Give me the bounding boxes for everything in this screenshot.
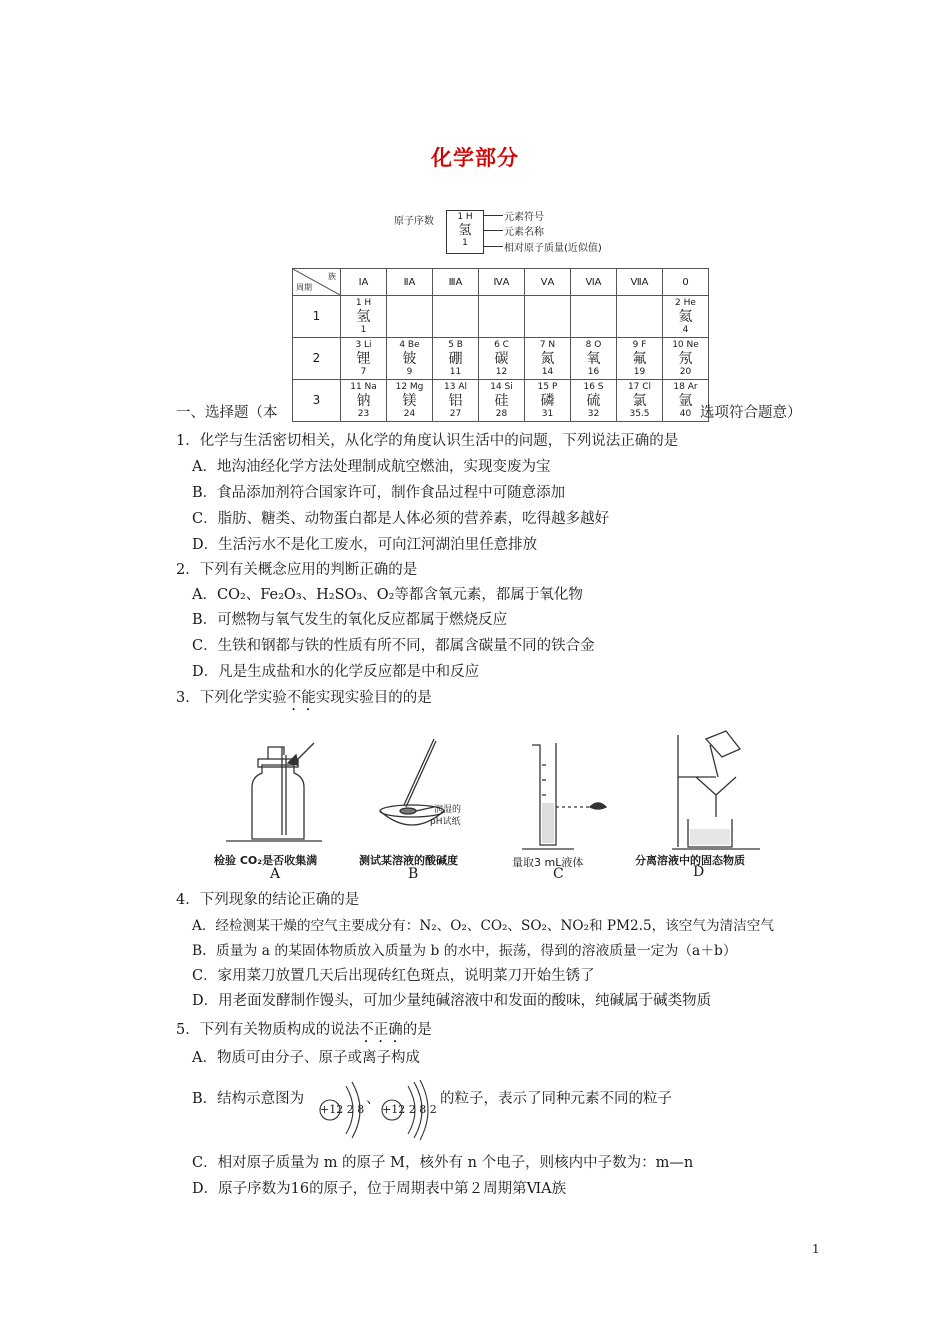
empty-cell [571,296,617,338]
group-header: ⅡA [387,269,433,296]
section-heading-right: 选项符合题意） [700,405,802,421]
q4-stem: 4．下列现象的结论正确的是 [176,892,360,908]
table-header-row [293,269,709,296]
legend-line [483,246,503,247]
table-corner [293,269,341,296]
group-header: ⅢA [433,269,479,296]
element-cell: 16 S 硫 32 [571,380,617,422]
element-cell: 13 Al 铝 27 [433,380,479,422]
q4-option-b: B．质量为 a 的某固体物质放入质量为 b 的水中，振荡，得到的溶液质量一定为（a＋b） [192,943,737,959]
element-cell: 12 Mg 镁 24 [387,380,433,422]
ion-2-label: +12 2 8 2 [382,1103,437,1116]
element-cell: 5 B 硼 11 [433,338,479,380]
legend-line [483,215,503,216]
q3-figures [212,725,812,860]
periodic-table [292,268,709,422]
legend-example-mass: 1 [462,238,468,248]
fig-d-caption: 分离溶液中的固态物质 [635,854,745,867]
q2-option-d: D．凡是生成盐和水的化学反应都是中和反应 [192,664,480,680]
q5-option-b-post: 的粒子，表示了同种元素不同的粒子 [440,1091,672,1107]
group-header: ⅠA [341,269,387,296]
element-cell: 2 He 氦 4 [663,296,709,338]
element-cell: 7 N 氮 14 [525,338,571,380]
table-row [293,296,709,338]
empty-cell [433,296,479,338]
fig-a-letter: A [270,866,281,882]
legend-example-name: 氢 [458,223,472,238]
q5-option-c: C．相对原子质量为 m 的原子 M，核外有 n 个电子，则核内中子数为：m—n [192,1155,694,1171]
q5-option-d: D．原子序数为16的原子，位于周期表中第２周期第ⅥA族 [192,1181,567,1197]
element-cell: 14 Si 硅 28 [479,380,525,422]
empty-cell [525,296,571,338]
q2-option-c: C．生铁和钢都与铁的性质有所不同，都属含碳量不同的铁合金 [192,638,595,654]
element-cell: 10 Ne 氖 20 [663,338,709,380]
gas-jar-figure [226,743,322,841]
period-label: 2 [293,338,341,380]
empty-cell [617,296,663,338]
corner-period-label: 周期 [296,283,312,292]
page-title: 化学部分 [431,146,519,170]
corner-group-label: 族 [328,272,336,281]
fig-c-letter: C [553,866,564,882]
q2-option-b: B．可燃物与氧气发生的氧化反应都属于燃烧反应 [192,612,508,628]
group-header: ⅤA [525,269,571,296]
section-heading-left: 一、选择题（本 [176,405,278,421]
group-header: 0 [663,269,709,296]
period-label: 1 [293,296,341,338]
fig-a-caption: 检验 CO₂是否收集满 [214,854,318,867]
ph-paper-label-2: pH试纸 [430,817,461,827]
legend-atomic-number-label: 原子序数 [394,216,434,227]
q5-option-b-sep: 、 [366,1091,381,1107]
group-header: ⅣA [479,269,525,296]
periodic-legend [394,206,624,256]
element-cell: 8 O 氧 16 [571,338,617,380]
empty-cell [387,296,433,338]
graduated-cylinder-figure [522,743,606,849]
legend-example-top: 1 H [457,212,473,222]
group-header: ⅦA [617,269,663,296]
q1-option-d: D．生活污水不是化工废水，可向江河湖泊里任意排放 [192,537,538,553]
element-cell: 4 Be 铍 9 [387,338,433,380]
legend-symbol-label: 元素符号 [504,212,544,223]
filtration-figure [672,731,760,849]
empty-cell [479,296,525,338]
element-cell: 1 H 氢 1 [341,296,387,338]
q1-stem: 1．化学与生活密切相关，从化学的角度认识生活中的问题，下列说法正确的是 [176,433,679,449]
q4-option-a: A．经检测某干燥的空气主要成分有：N₂、O₂、CO₂、SO₂、NO₂和 PM2.5，该空气为清洁空气 [192,918,774,934]
element-cell: 17 Cl 氯 35.5 [617,380,663,422]
element-cell: 15 P 磷 31 [525,380,571,422]
element-cell: 11 Na 钠 23 [341,380,387,422]
legend-line [483,230,503,231]
q2-stem: 2．下列有关概念应用的判断正确的是 [176,562,418,578]
table-row [293,380,709,422]
q2-option-a: A．CO₂、Fe₂O₃、H₂SO₃、O₂等都含氧元素，都属于氧化物 [192,587,583,603]
q5-option-a: A．物质可由分子、原子或离子构成 [192,1050,420,1066]
table-row [293,338,709,380]
fig-c-caption: 量取3 mL液体 [512,856,584,869]
q3-stem: 3．下列化学实验不能实现实验目的的是 [176,690,432,706]
element-cell: 3 Li 锂 7 [341,338,387,380]
q1-option-c: C．脂肪、糖类、动物蛋白都是人体必须的营养素，吃得越多越好 [192,511,610,527]
element-cell: 18 Ar 氩 40 [663,380,709,422]
q1-option-b: B．食品添加剂符合国家许可，制作食品过程中可随意添加 [192,485,566,501]
fig-b-letter: B [408,866,419,882]
legend-mass-label: 相对原子质量(近似值) [504,243,602,254]
legend-name-label: 元素名称 [504,227,544,238]
fig-d-letter: D [693,864,705,880]
ion-1-label: +12 2 8 [320,1103,365,1116]
page-number: 1 [812,1242,820,1256]
period-label: 3 [293,380,341,422]
q5-option-b-pre: B．结构示意图为 [192,1091,305,1107]
fig-b-caption: 测试某溶液的酸碱度 [359,854,458,867]
legend-example-cell [446,210,484,254]
ph-paper-label: 润湿的 [434,805,462,815]
q5-stem: 5．下列有关物质构成的说法不正确的是 [176,1022,432,1038]
element-cell: 6 C 碳 12 [479,338,525,380]
q1-option-a: A．地沟油经化学方法处理制成航空燃油，实现变废为宝 [192,459,551,475]
q4-option-d: D．用老面发酵制作馒头，可加少量纯碱溶液中和发面的酸味，纯碱属于碱类物质 [192,993,712,1009]
group-header: ⅥA [571,269,617,296]
element-cell: 9 F 氟 19 [617,338,663,380]
q4-option-c: C．家用菜刀放置几天后出现砖红色斑点，说明菜刀开始生锈了 [192,968,595,984]
